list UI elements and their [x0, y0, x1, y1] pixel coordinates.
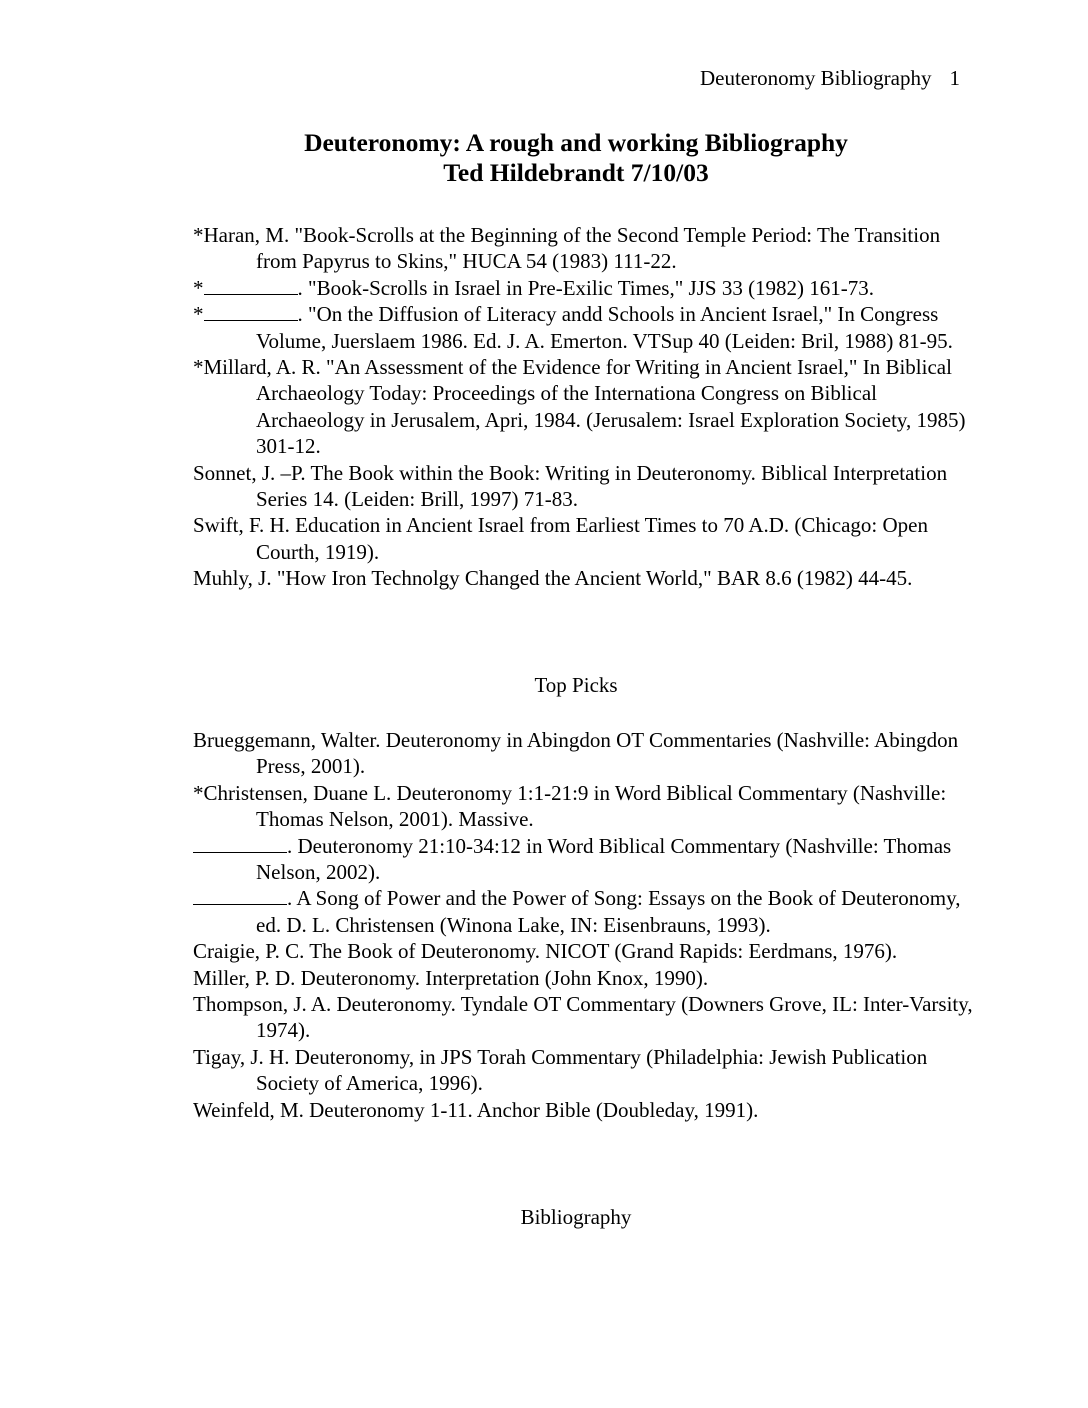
bib-entry: * . "Book-Scrolls in Israel in Pre-Exilic Times," JJS 33 (1982) 161-73.	[193, 275, 875, 300]
bib-entry: *Millard, A. R. "An Assessment of the Evidence for Writing in Ancient Israel," In Biblical Archaeology Today: Proceedings of the Internationa Congress on Biblical Archaeology in Jerusalem, Apri, 1984. (Jerusalem: Israel Exploration Society, 1985) 301-12.	[193, 355, 966, 459]
bib-entry: Miller, P. D. Deuteronomy. Interpretation (John Knox, 1990).	[193, 965, 709, 990]
ditto-blank	[193, 837, 287, 853]
bib-entry: Sonnet, J. –P. The Book within the Book: Writing in Deuteronomy. Biblical Interpretation Series 14. (Leiden: Brill, 1997) 71-83.	[193, 460, 948, 512]
top-picks-list	[193, 727, 973, 1123]
ditto-blank	[204, 305, 298, 321]
literacy-bibliography-list	[193, 222, 973, 592]
bib-entry: Weinfeld, M. Deuteronomy 1-11. Anchor Bible (Doubleday, 1991).	[193, 1097, 759, 1122]
bib-entry: Swift, F. H. Education in Ancient Israel from Earliest Times to 70 A.D. (Chicago: Open Courth, 1919).	[193, 513, 928, 564]
ditto-blank	[193, 889, 287, 905]
bibliography-heading: Bibliography	[520, 1205, 632, 1229]
title-line-2: Ted Hildebrandt 7/10/03	[443, 158, 709, 187]
bib-entry: Thompson, J. A. Deuteronomy. Tyndale OT Commentary (Downers Grove, IL: Inter-Varsity, 1974).	[193, 992, 973, 1043]
bib-entry: . Deuteronomy 21:10-34:12 in Word Biblical Commentary (Nashville: Thomas Nelson, 2002).	[193, 833, 973, 886]
bib-entry: Muhly, J. "How Iron Technolgy Changed the Ancient World," BAR 8.6 (1982) 44-45.	[193, 566, 913, 591]
running-title: Deuteronomy Bibliography	[699, 66, 932, 90]
running-header	[700, 66, 960, 91]
bib-entry: *Haran, M. "Book-Scrolls at the Beginning of the Second Temple Period: The Transition from Papyrus to Skins," HUCA 54 (1983) 111-22.	[193, 223, 941, 274]
title-line-1: Deuteronomy: A rough and working Bibliography	[304, 128, 848, 157]
bib-entry: . A Song of Power and the Power of Song: Essays on the Book of Deuteronomy, ed. D. L. Christensen (Winona Lake, IN: Eisenbrauns, 1993).	[193, 885, 973, 938]
bib-entry: Tigay, J. H. Deuteronomy, in JPS Torah Commentary (Philadelphia: Jewish Publication Society of America, 1996).	[193, 1044, 928, 1096]
ditto-blank	[204, 279, 298, 295]
bib-entry: * . "On the Diffusion of Literacy andd Schools in Ancient Israel," In Congress Volume, Juerslaem 1986. Ed. J. A. Emerton. VTSup 40 (Leiden: Bril, 1988) 81-95.	[193, 302, 953, 353]
document-title	[0, 128, 1088, 188]
bib-entry: *Christensen, Duane L. Deuteronomy 1:1-21:9 in Word Biblical Commentary (Nashville: Thomas Nelson, 2001). Massive.	[193, 780, 947, 832]
top-picks-heading: Top Picks	[534, 673, 618, 697]
page-number: 1	[949, 66, 960, 90]
bib-entry: Brueggemann, Walter. Deuteronomy in Abingdon OT Commentaries (Nashville: Abingdon Press, 2001).	[193, 728, 959, 779]
bib-entry: Craigie, P. C. The Book of Deuteronomy. NICOT (Grand Rapids: Eerdmans, 1976).	[193, 939, 898, 964]
